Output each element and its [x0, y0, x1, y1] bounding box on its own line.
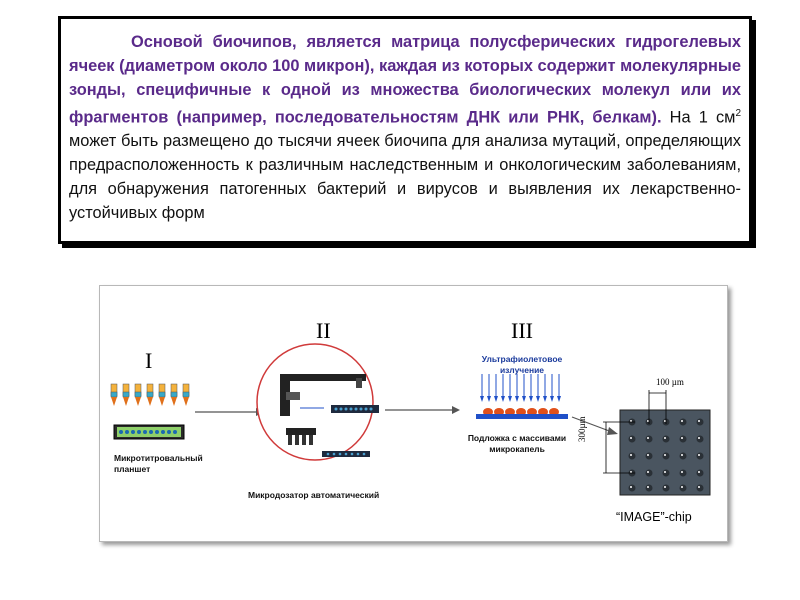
stage-2-label: II	[316, 318, 331, 343]
substrate-label: Подложка с массивами микрокапель	[467, 433, 567, 454]
uv-irradiation-icon	[476, 374, 568, 419]
dispenser-icon	[257, 344, 379, 460]
image-chip-icon	[603, 390, 710, 495]
diagram-graphics	[100, 286, 727, 541]
stage-3-label: III	[511, 318, 533, 343]
description-textbox	[58, 16, 752, 244]
scale-vertical-label: 300µm	[577, 416, 587, 442]
chip-caption: “IMAGE”-chip	[616, 510, 692, 524]
microtiter-plate-icon	[114, 425, 184, 439]
arrow-2-icon	[385, 406, 460, 414]
stage-1-label: I	[145, 348, 153, 373]
superscript-2: 2	[735, 108, 741, 119]
highlighted-text: Основой биочипов, является матрица полусферических гидрогелевых ячеек (диаметром около 100 микрон), каждая из которых содержит молекулярные зонды, специфичные к одной из множества биологических молекул или их фрагментов (например, последовательностям ДНК или РНК, белкам).	[69, 33, 741, 127]
biochip-diagram	[99, 285, 728, 542]
uv-label: Ультрафиолетовое излучение	[481, 354, 563, 375]
body-text-part2: может быть размещено до тысячи ячеек биочипа для анализа мутаций, определяющих предрасположенность к различным наследственным и онкологическим заболеваниям, для обнаружения патогенных бактерий и вирусов и выявления их лекарственно-устойчивых форм	[69, 132, 741, 223]
tubes-icon	[111, 384, 189, 406]
scale-horizontal-label: 100 µm	[656, 377, 684, 387]
body-text-part1: На 1 см	[661, 108, 736, 127]
plate-label: Микротитровальный планшет	[114, 453, 203, 474]
dispenser-label: Микродозатор автоматический	[248, 490, 380, 500]
arrow-1-icon	[195, 408, 264, 416]
